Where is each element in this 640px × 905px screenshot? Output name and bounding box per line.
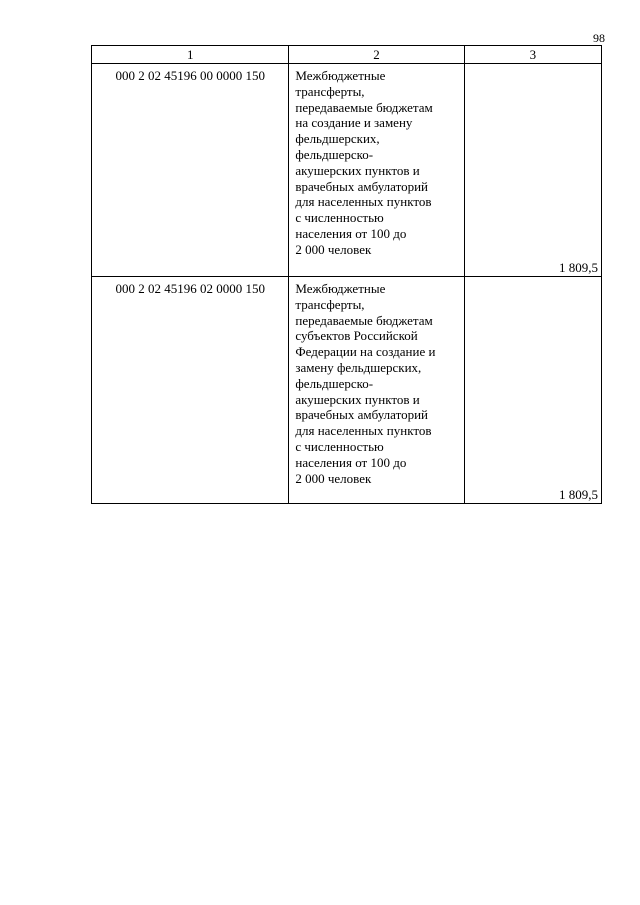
column-header-name: 2	[289, 46, 464, 64]
column-header-amount: 3	[464, 46, 601, 64]
budget-table	[91, 45, 602, 504]
row-name: Межбюджетные трансферты, передаваемые бюджетам субъектов Российской Федерации на создание и замену фельдшерских, фельдшерско- акушерских пунктов и врачебных амбулаторий для населенных пунктов с численностью населения от 100 до 2 000 человек	[289, 277, 464, 504]
row-code: 000 2 02 45196 02 0000 150	[92, 277, 289, 504]
row-amount: 1 809,5	[464, 64, 601, 277]
table-row	[92, 64, 602, 277]
row-code: 000 2 02 45196 00 0000 150	[92, 64, 289, 277]
row-name: Межбюджетные трансферты, передаваемые бюджетам на создание и замену фельдшерских, фельдшерско- акушерских пунктов и врачебных амбулаторий для населенных пунктов с численностью населения от 100 до 2 000 человек	[289, 64, 464, 277]
table-header-row	[92, 46, 602, 64]
row-amount: 1 809,5	[464, 277, 601, 504]
column-header-code: 1	[92, 46, 289, 64]
table-row	[92, 277, 602, 504]
page-number: 98	[593, 31, 605, 45]
